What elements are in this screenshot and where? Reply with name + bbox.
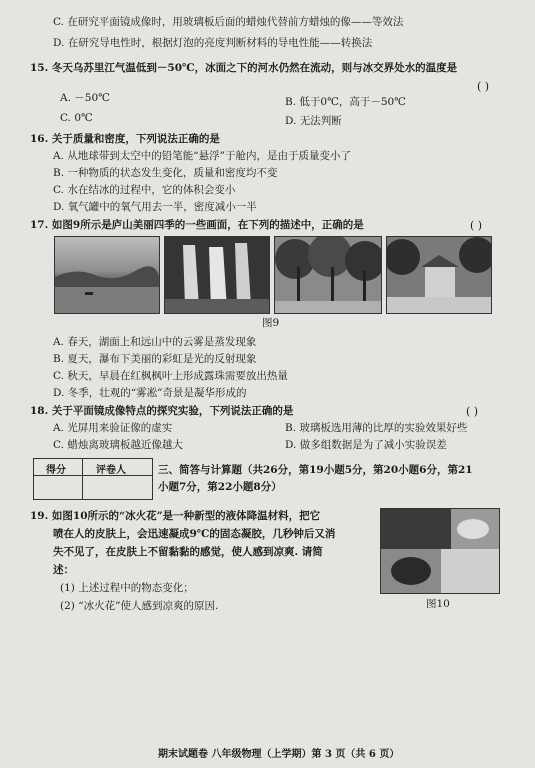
q15-option-b: B. 低于0℃，高于－50℃	[285, 96, 406, 108]
q17-option-b: B. 夏天，瀑布下美丽的彩虹是光的反射现象	[53, 353, 257, 365]
q16-stem: 16. 关于质量和密度，下列说法正确的是	[30, 133, 220, 145]
spring-lake-photo	[54, 236, 160, 314]
q18-option-b: B. 玻璃板选用薄的比厚的实验效果好些	[285, 422, 468, 434]
autumn-maple-photo	[274, 236, 382, 314]
score-table	[33, 458, 153, 500]
grader-label: 评卷人	[96, 465, 126, 476]
q15-option-c: C. 0℃	[60, 112, 93, 124]
q16-option-b: B. 一种物质的状态发生变化，质量和密度均不变	[53, 167, 278, 179]
section-3-heading-cont: 小题7分，第22小题8分）	[158, 481, 282, 493]
q18-answer-paren: ( )	[466, 405, 479, 418]
q14-option-d: D. 在研究导电性时，根据灯泡的亮度判断材料的导电性能——转换法	[53, 37, 373, 49]
q18-option-c: C. 蜡烛离玻璃板越近像越大	[53, 439, 183, 451]
q19-stem-line3: 失不见了，在皮肤上不留黏黏的感觉，使人感到凉爽. 请简	[53, 546, 323, 558]
q17-option-a: A. 春天，湖面上和远山中的云雾是蒸发现象	[53, 336, 257, 348]
q19-stem-line2: 喷在人的皮肤上，会迅速凝成9℃的固态凝胶，几秒钟后又消	[53, 528, 336, 540]
q19-stem-line4: 述：	[53, 564, 74, 576]
q19-sub-2: (2) “冰火花”使人感到凉爽的原因.	[60, 600, 219, 612]
q15-option-a: A. －50℃	[60, 92, 110, 104]
winter-rime-photo	[386, 236, 492, 314]
q18-stem: 18. 关于平面镜成像特点的探究实验，下列说法正确的是	[30, 405, 294, 417]
q17-option-c: C. 秋天，早晨在红枫枫叶上形成露珠需要放出热量	[53, 370, 288, 382]
page-footer: 期末试题卷 八年级物理（上学期）第 3 页（共 6 页）	[158, 749, 400, 760]
summer-waterfall-photo	[164, 236, 270, 314]
q17-answer-paren: ( )	[470, 219, 483, 232]
q17-stem: 17. 如图9所示是庐山美丽四季的一些画面，在下列的描述中，正确的是	[30, 219, 364, 231]
q14-option-c: C. 在研究平面镜成像时，用玻璃板后面的蜡烛代替前方蜡烛的像——等效法	[53, 16, 404, 28]
q17-option-d: D. 冬季，壮观的“雾凇”奇景是凝华形成的	[53, 387, 247, 399]
q16-option-d: D. 氧气罐中的氧气用去一半，密度减小一半	[53, 201, 257, 213]
q19-sub-1: (1) 上述过程中的物态变化；	[60, 582, 194, 594]
figure-9-caption: 图9	[262, 317, 280, 329]
q15-option-d: D. 无法判断	[285, 115, 342, 127]
q15-answer-paren: ( )	[477, 80, 490, 93]
q19-stem-line1: 19. 如图10所示的“冰火花”是一种新型的液体降温材料，把它	[30, 510, 321, 522]
q18-option-d: D. 做多组数据是为了减小实验误差	[285, 439, 447, 451]
q18-option-a: A. 光屏用来验证像的虚实	[53, 422, 173, 434]
figure-10-caption: 图10	[426, 598, 450, 610]
q16-option-a: A. 从地球带到太空中的铅笔能“悬浮”于舱内，是由于质量变小了	[53, 150, 351, 162]
ice-spark-photo	[380, 508, 500, 594]
score-label: 得分	[46, 465, 66, 476]
q15-stem: 15. 冬天乌苏里江气温低到－50℃，冰面之下的河水仍然在流动，则与冰交界处水的温度是	[30, 62, 458, 74]
section-3-heading: 三、简答与计算题（共26分，第19小题5分，第20小题6分，第21	[158, 464, 473, 476]
q16-option-c: C. 水在结冰的过程中，它的体积会变小	[53, 184, 236, 196]
